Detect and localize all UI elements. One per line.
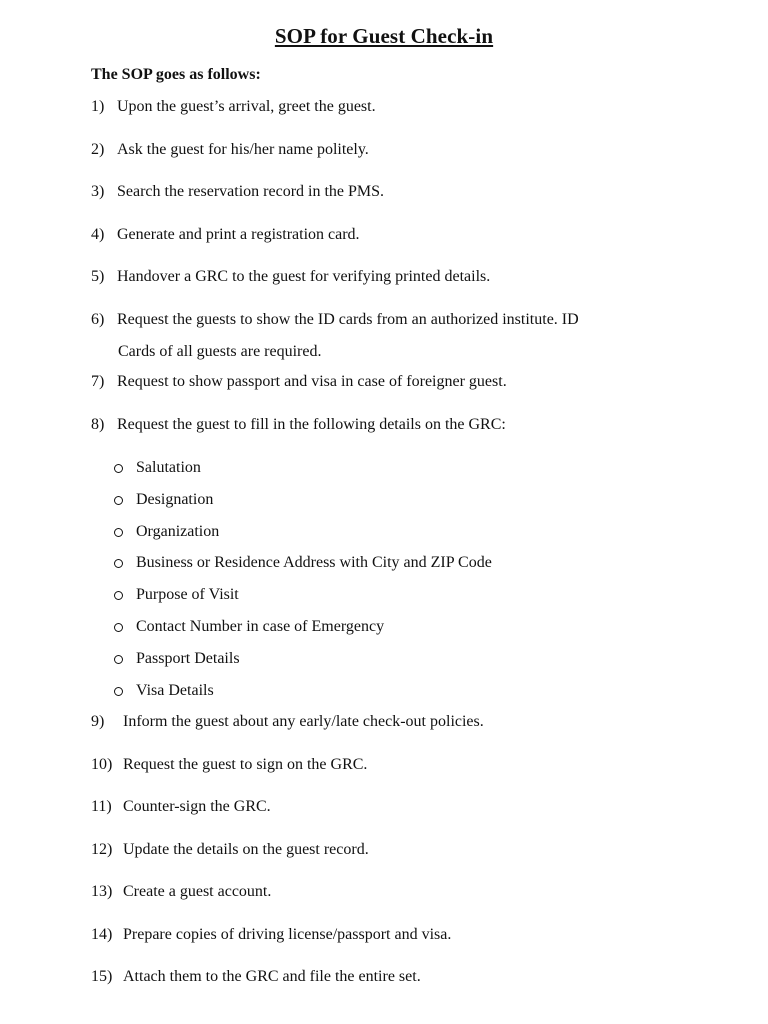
- step-item: [91, 926, 452, 944]
- list-item-text: Designation: [136, 491, 214, 508]
- step-item: [91, 841, 369, 859]
- step-text: Request the guest to sign on the GRC.: [123, 756, 368, 773]
- circle-bullet-icon: [114, 655, 123, 664]
- step-text: Inform the guest about any early/late check-out policies.: [123, 713, 484, 730]
- list-item-text: Salutation: [136, 459, 201, 476]
- circle-bullet-icon: [114, 687, 123, 696]
- list-item-text: Passport Details: [136, 650, 240, 667]
- step-number: 10): [91, 756, 113, 773]
- step-item: [91, 268, 491, 286]
- step-item: [91, 968, 421, 986]
- step-number: 1): [91, 98, 105, 115]
- step-item: [91, 798, 271, 816]
- step-text: Handover a GRC to the guest for verifying printed details.: [117, 268, 491, 285]
- step-item: [91, 883, 272, 901]
- step-text: Upon the guest’s arrival, greet the guest.: [117, 98, 376, 115]
- step-item: [91, 713, 484, 731]
- step-number: 8): [91, 416, 105, 433]
- circle-bullet-icon: [114, 559, 123, 568]
- step-text: Search the reservation record in the PMS.: [117, 183, 385, 200]
- step-text: Generate and print a registration card.: [117, 226, 360, 243]
- step-item: [91, 183, 385, 201]
- list-item-text: Contact Number in case of Emergency: [136, 618, 385, 635]
- step-number: 13): [91, 883, 113, 900]
- step-item: [91, 98, 376, 116]
- step-continuation: Cards of all guests are required.: [118, 343, 322, 360]
- step-text: Ask the guest for his/her name politely.: [117, 141, 369, 158]
- step-number: 4): [91, 226, 105, 243]
- step-number: 7): [91, 373, 105, 390]
- step-number: 6): [91, 311, 105, 328]
- step-number: 2): [91, 141, 105, 158]
- circle-bullet-icon: [114, 528, 123, 537]
- step-item: [91, 311, 579, 329]
- list-item-text: Business or Residence Address with City and ZIP Code: [136, 554, 492, 571]
- intro-text: The SOP goes as follows:: [91, 66, 261, 83]
- step-item: [91, 141, 369, 159]
- step-item: [91, 756, 368, 774]
- step-text: Request to show passport and visa in case of foreigner guest.: [117, 373, 507, 390]
- circle-bullet-icon: [114, 464, 123, 473]
- page-title: SOP for Guest Check-in: [274, 24, 494, 48]
- step-text: Attach them to the GRC and file the entire set.: [123, 968, 421, 985]
- step-number: 5): [91, 268, 105, 285]
- circle-bullet-icon: [114, 496, 123, 505]
- step-item: [91, 226, 360, 244]
- circle-bullet-icon: [114, 623, 123, 632]
- list-item-text: Organization: [136, 523, 220, 540]
- list-item-text: Visa Details: [136, 682, 214, 699]
- step-number: 14): [91, 926, 113, 943]
- step-number: 15): [91, 968, 113, 985]
- step-text: Create a guest account.: [123, 883, 272, 900]
- step-number: 11): [91, 798, 112, 815]
- step-item: [91, 416, 506, 434]
- step-text: Request the guests to show the ID cards from an authorized institute. ID: [117, 311, 579, 328]
- step-number: 3): [91, 183, 105, 200]
- step-number: 12): [91, 841, 113, 858]
- step-text: Counter-sign the GRC.: [123, 798, 271, 815]
- step-text: Update the details on the guest record.: [123, 841, 369, 858]
- step-text: Request the guest to fill in the following details on the GRC:: [117, 416, 506, 433]
- step-item: [91, 373, 507, 391]
- circle-bullet-icon: [114, 591, 123, 600]
- step-number: 9): [91, 713, 105, 730]
- list-item-text: Purpose of Visit: [136, 586, 239, 603]
- step-text: Prepare copies of driving license/passport and visa.: [123, 926, 452, 943]
